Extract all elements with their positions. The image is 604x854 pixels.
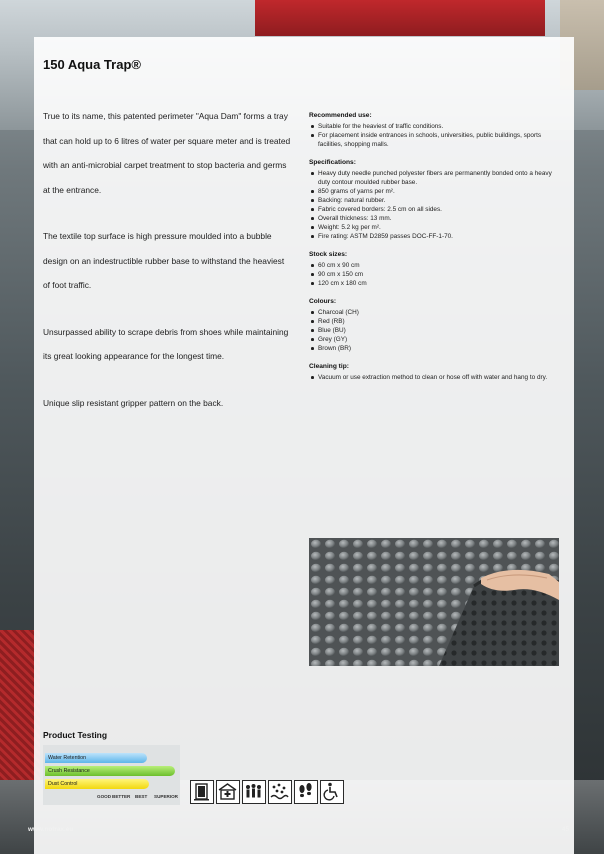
list-item: Suitable for the heaviest of traffic conditions. xyxy=(318,122,561,131)
description-paragraph: The textile top surface is high pressure moulded into a bubble design on an indestructible rubber base to withstand the heaviest of foot traffic. xyxy=(43,231,285,290)
wheelchair-accessible-icon xyxy=(320,780,344,804)
colours-section xyxy=(309,297,561,353)
description-column xyxy=(43,104,293,437)
hospital-building-icon xyxy=(216,780,240,804)
list-item: Fire rating: ASTM D2859 passes DOC-FF-1-70. xyxy=(318,232,561,241)
scale-label-good: GOOD xyxy=(97,794,112,799)
list-item: Backing: natural rubber. xyxy=(318,196,561,205)
list-item: Charcoal (CH) xyxy=(318,308,561,317)
scale-label-best: BEST xyxy=(135,794,148,799)
list-item: Overall thickness: 13 mm. xyxy=(318,214,561,223)
list-item: For placement inside entrances in schools, universities, public buildings, sports facilities, shopping malls. xyxy=(318,131,561,149)
list-item: 850 grams of yarns per m². xyxy=(318,187,561,196)
scale-label-superior: SUPERIOR xyxy=(154,794,178,799)
list-item: Blue (BU) xyxy=(318,326,561,335)
spec-column xyxy=(309,111,561,391)
section-heading: Colours: xyxy=(309,298,337,305)
description-paragraph: True to its name, this patented perimeter "Aqua Dam" forms a tray that can hold up to 6 litres of water per square meter and is treated with an anti-microbial carpet treatment to stop bacteria and germs at the entrance. xyxy=(43,111,291,195)
product-testing-heading: Product Testing xyxy=(43,730,108,740)
list-item: 90 cm x 150 cm xyxy=(318,270,561,279)
crush-resistance-bar: Crush Resistance xyxy=(45,766,175,776)
crowd-people-icon xyxy=(242,780,266,804)
footer-url: www.notrax.eu xyxy=(28,826,74,833)
list-item: Weight: 5.2 kg per m². xyxy=(318,223,561,232)
water-retention-bar: Water Retention xyxy=(45,753,147,763)
list-item: 120 cm x 180 cm xyxy=(318,279,561,288)
description-paragraph: Unique slip resistant gripper pattern on the back. xyxy=(43,397,224,408)
section-heading: Cleaning tip: xyxy=(309,363,349,370)
section-heading: Stock sizes: xyxy=(309,251,348,258)
list-item: Grey (GY) xyxy=(318,335,561,344)
wet-area-icon xyxy=(268,780,292,804)
section-heading: Specifications: xyxy=(309,159,356,166)
specifications-section xyxy=(309,158,561,241)
page-number: 45 xyxy=(562,826,570,833)
stock-sizes-section xyxy=(309,250,561,288)
mat-product-photo xyxy=(309,538,559,666)
list-item: Brown (BR) xyxy=(318,344,561,353)
list-item: Vacuum or use extraction method to clean or hose off with water and hang to dry. xyxy=(318,373,561,382)
list-item: 60 cm x 90 cm xyxy=(318,261,561,270)
background-bus xyxy=(255,0,545,36)
list-item: Red (RB) xyxy=(318,317,561,326)
page-title: 150 Aqua Trap® xyxy=(43,57,141,72)
recommended-use-section xyxy=(309,111,561,149)
description-paragraph: Unsurpassed ability to scrape debris from shoes while maintaining its great looking appearance for the longest time. xyxy=(43,326,289,361)
footprints-icon xyxy=(294,780,318,804)
list-item: Fabric covered borders: 2.5 cm on all sides. xyxy=(318,205,561,214)
entrance-door-icon xyxy=(190,780,214,804)
product-testing-chart xyxy=(43,745,180,805)
scale-label-better: BETTER xyxy=(112,794,131,799)
list-item: Heavy duty needle punched polyester fibers are permanently bonded onto a heavy duty contour moulded rubber base. xyxy=(318,169,561,187)
section-heading: Recommended use: xyxy=(309,112,372,119)
dust-control-bar: Dust Control xyxy=(45,779,149,789)
cleaning-tip-section xyxy=(309,362,561,382)
